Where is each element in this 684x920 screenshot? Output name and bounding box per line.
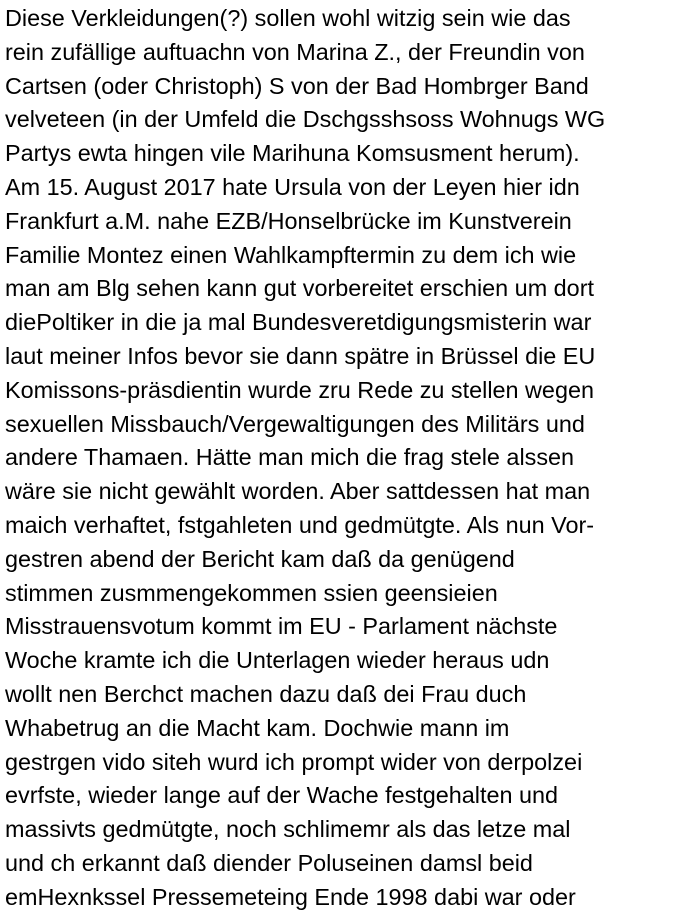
text-line: Cartsen (oder Christoph) S von der Bad Hombrger Band	[5, 72, 589, 99]
text-line: emHexnkssel Pressemeteing Ende 1998 dabi war oder	[5, 883, 576, 910]
text-line: Whabetrug an die Macht kam. Dochwie mann im	[5, 714, 510, 741]
text-line: rein zufällige auftuachn von Marina Z., der Freundin von	[5, 38, 585, 65]
text-line: Familie Montez einen Wahlkampftermin zu dem ich wie	[5, 241, 577, 268]
text-line: und ch erkannt daß diender Poluseinen damsl beid	[5, 849, 533, 876]
text-line: Komissons-präsdientin wurde zru Rede zu stellen wegen	[5, 376, 594, 403]
text-line: velveteen (in der Umfeld die Dschgsshsoss Wohnugs WG	[5, 106, 606, 133]
text-line: Partys ewta hingen vile Marihuna Komsusment herum).	[5, 140, 580, 167]
text-line: evrfste, wieder lange auf der Wache festgehalten und	[5, 782, 559, 809]
document-body	[5, 2, 684, 915]
text-line: wäre sie nicht gewählt worden. Aber sattdessen hat man	[5, 478, 591, 505]
text-line: andere Thamaen. Hätte man mich die frag stele alssen	[5, 444, 575, 471]
text-line: maich verhaftet, fstgahleten und gedmütgte. Als nun Vor-	[5, 511, 595, 538]
text-line: Diese Verkleidungen(?) sollen wohl witzig sein wie das	[5, 5, 571, 31]
text-line: Woche kramte ich die Unterlagen wieder heraus udn	[5, 647, 550, 674]
text-line: Frankfurt a.M. nahe EZB/Honselbrücke im Kunstverein	[5, 207, 572, 234]
text-line: massivts gedmütgte, noch schlimemr als das letze mal	[5, 816, 571, 843]
text-line: man am Blg sehen kann gut vorbereitet erschien um dort	[5, 275, 594, 302]
text-line: gestren abend der Bericht kam daß da genügend	[5, 545, 515, 572]
text-line: Misstrauensvotum kommt im EU - Parlament nächste	[5, 613, 558, 640]
text-line: stimmen zusmmengekommen ssien geensieien	[5, 579, 498, 606]
text-line: diePoltiker in die ja mal Bundesveretdigungsmisterin war	[5, 309, 592, 336]
text-line: laut meiner Infos bevor sie dann spätre in Brüssel die EU	[5, 342, 596, 369]
text-line: wollt nen Berchct machen dazu daß dei Frau duch	[5, 680, 527, 707]
text-line: Am 15. August 2017 hate Ursula von der Leyen hier idn	[5, 173, 580, 200]
text-line: sexuellen Missbauch/Vergewaltigungen des Militärs und	[5, 410, 585, 437]
text-line: gestrgen vido siteh wurd ich prompt wider von derpolzei	[5, 748, 583, 775]
